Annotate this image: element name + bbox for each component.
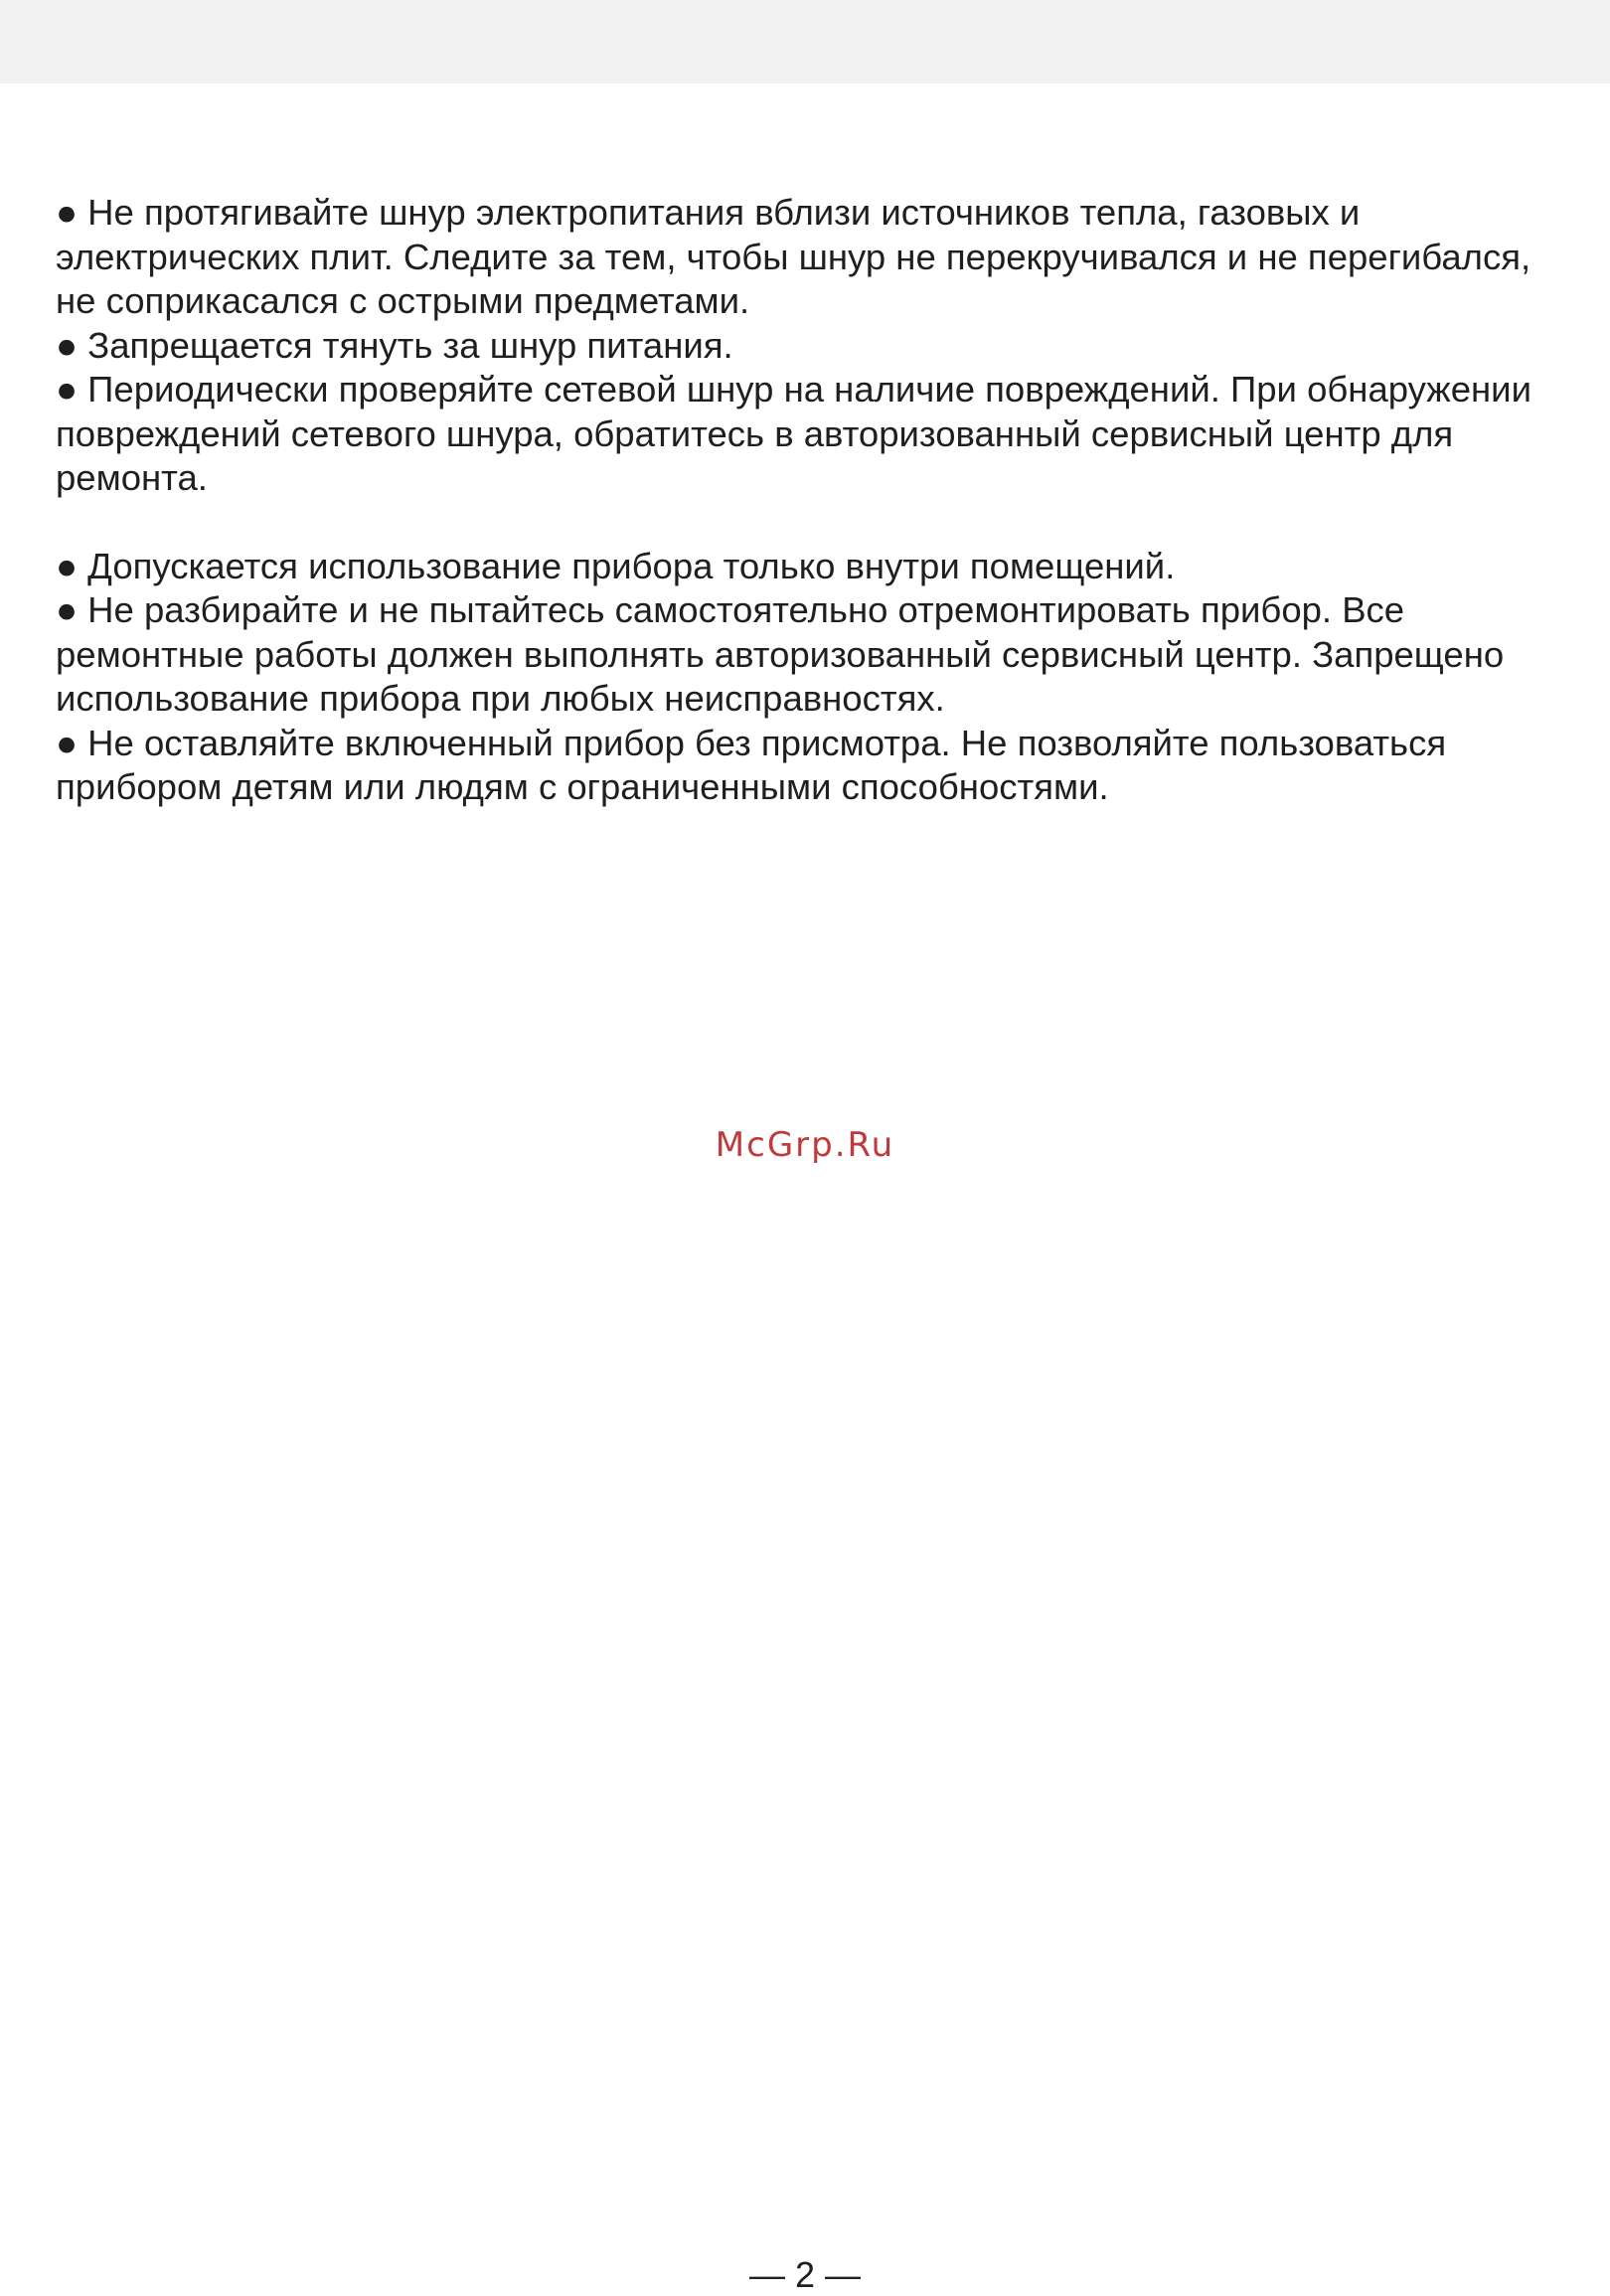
top-header-band [0, 0, 1610, 83]
instruction-do-not-pull-cord: ● Запрещается тянуть за шнур питания. [56, 324, 733, 366]
safety-instructions [56, 191, 1566, 810]
instruction-power-cord-placement: ● Не протягивайте шнур электропитания вблизи источников тепла, газовых и электрических плит. Следите за тем, чтобы шнур не перекручивался и не перегибался, не соприкасался с острыми предметами. [56, 192, 1531, 321]
watermark-text: McGrp.Ru [715, 1125, 895, 1165]
instruction-indoor-use-only: ● Допускается использование прибора только внутри помещений. [56, 545, 1176, 586]
instruction-do-not-leave-unattended: ● Не оставляйте включенный прибор без присмотра. Не позволяйте пользоваться прибором детям или людям с ограниченными способностями. [56, 722, 1447, 807]
paragraph-gap [56, 501, 1566, 545]
page-number: — 2 — [748, 2254, 862, 2295]
instruction-check-cord-damage: ● Периодически проверяйте сетевой шнур на наличие повреждений. При обнаружении повреждений сетевого шнура, обратитесь в авторизованный сервисный центр для ремонта. [56, 369, 1531, 498]
instruction-do-not-disassemble: ● Не разбирайте и не пытайтесь самостоятельно отремонтировать прибор. Все ремонтные работы должен выполнять авторизованный сервисный центр. Запрещено использование прибора при любых неисправностях. [56, 589, 1505, 719]
